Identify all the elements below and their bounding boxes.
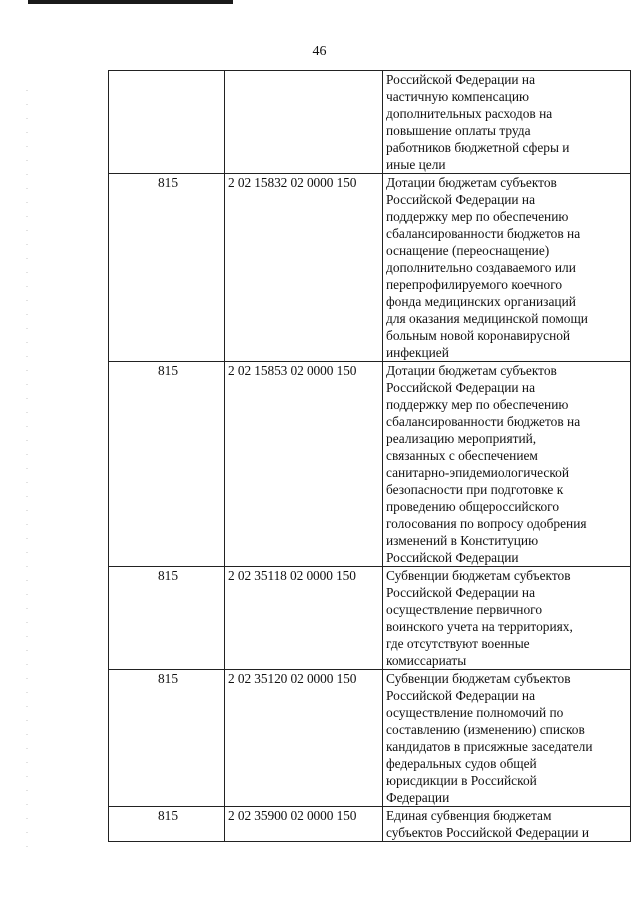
admin-code-cell: 815: [109, 807, 225, 842]
description-line: сбалансированности бюджетов на: [386, 414, 581, 429]
description-line: больным новой коронавирусной: [386, 328, 571, 343]
description-line: юрисдикции в Российской: [386, 773, 537, 788]
description-line: Субвенции бюджетам субъектов: [386, 568, 571, 583]
description-line: осуществление первичного: [386, 602, 543, 617]
description-line: Дотации бюджетам субъектов: [386, 363, 557, 378]
revenue-description-cell: [383, 71, 631, 174]
description-line: комиссариаты: [386, 653, 467, 668]
description-line: федеральных судов общей: [386, 756, 537, 771]
budget-codes-table: [108, 70, 631, 842]
revenue-description-cell: [383, 362, 631, 567]
description-line: составлению (изменению) списков: [386, 722, 585, 737]
revenue-description-cell: [383, 670, 631, 807]
description-line: Российской Федерации на: [386, 380, 536, 395]
description-line: дополнительных расходов на: [386, 106, 553, 121]
budget-classification-code-cell: 2 02 15853 02 0000 150: [225, 362, 383, 567]
description-line: поддержку мер по обеспечению: [386, 209, 569, 224]
description-line: Дотации бюджетам субъектов: [386, 175, 557, 190]
budget-classification-code-cell: 2 02 35900 02 0000 150: [225, 807, 383, 842]
revenue-description-cell: [383, 174, 631, 362]
admin-code-cell: 815: [109, 670, 225, 807]
page-number: 46: [312, 44, 327, 59]
description-line: для оказания медицинской помощи: [386, 311, 588, 326]
description-line: дополнительно создаваемого или: [386, 260, 576, 275]
description-line: Федерации: [386, 790, 450, 805]
description-line: повышение оплаты труда: [386, 123, 531, 138]
description-line: фонда медицинских организаций: [386, 294, 576, 309]
table-body: [109, 71, 631, 842]
description-line: частичную компенсацию: [386, 89, 529, 104]
table-row: [109, 670, 631, 807]
admin-code-cell: 815: [109, 567, 225, 670]
description-line: проведению общероссийского: [386, 499, 560, 514]
description-line: работников бюджетной сферы и: [386, 140, 570, 155]
description-line: Субвенции бюджетам субъектов: [386, 671, 571, 686]
description-line: Российской Федерации на: [386, 688, 536, 703]
description-line: Российской Федерации на: [386, 72, 536, 87]
description-line: санитарно-эпидемиологической: [386, 465, 570, 480]
description-line: сбалансированности бюджетов на: [386, 226, 581, 241]
description-line: реализацию мероприятий,: [386, 431, 537, 446]
budget-classification-code-cell: 2 02 35120 02 0000 150: [225, 670, 383, 807]
description-line: кандидатов в присяжные заседатели: [386, 739, 593, 754]
scan-artifact: [26, 90, 28, 850]
description-line: субъектов Российской Федерации и: [386, 825, 590, 840]
table-row: [109, 567, 631, 670]
description-line: Российской Федерации на: [386, 192, 536, 207]
description-line: поддержку мер по обеспечению: [386, 397, 569, 412]
description-line: оснащение (переоснащение): [386, 243, 550, 258]
description-line: осуществление полномочий по: [386, 705, 564, 720]
table-row: [109, 71, 631, 174]
admin-code-cell: 815: [109, 174, 225, 362]
description-line: инфекцией: [386, 345, 449, 360]
admin-code-cell: 815: [109, 362, 225, 567]
revenue-description-cell: [383, 807, 631, 842]
table-row: [109, 807, 631, 842]
budget-classification-code-cell: 2 02 15832 02 0000 150: [225, 174, 383, 362]
description-line: изменений в Конституцию: [386, 533, 539, 548]
description-line: иные цели: [386, 157, 446, 172]
description-line: Российской Федерации: [386, 550, 519, 565]
description-line: где отсутствуют военные: [386, 636, 530, 651]
header-rule: [28, 0, 233, 4]
description-line: Единая субвенция бюджетам: [386, 808, 552, 823]
budget-classification-code-cell: [225, 71, 383, 174]
revenue-description-cell: [383, 567, 631, 670]
description-line: Российской Федерации на: [386, 585, 536, 600]
description-line: связанных с обеспечением: [386, 448, 538, 463]
description-line: перепрофилируемого коечного: [386, 277, 563, 292]
admin-code-cell: [109, 71, 225, 174]
budget-classification-code-cell: 2 02 35118 02 0000 150: [225, 567, 383, 670]
description-line: воинского учета на территориях,: [386, 619, 573, 634]
table-row: [109, 362, 631, 567]
description-line: безопасности при подготовке к: [386, 482, 564, 497]
description-line: голосования по вопросу одобрения: [386, 516, 587, 531]
table-row: [109, 174, 631, 362]
